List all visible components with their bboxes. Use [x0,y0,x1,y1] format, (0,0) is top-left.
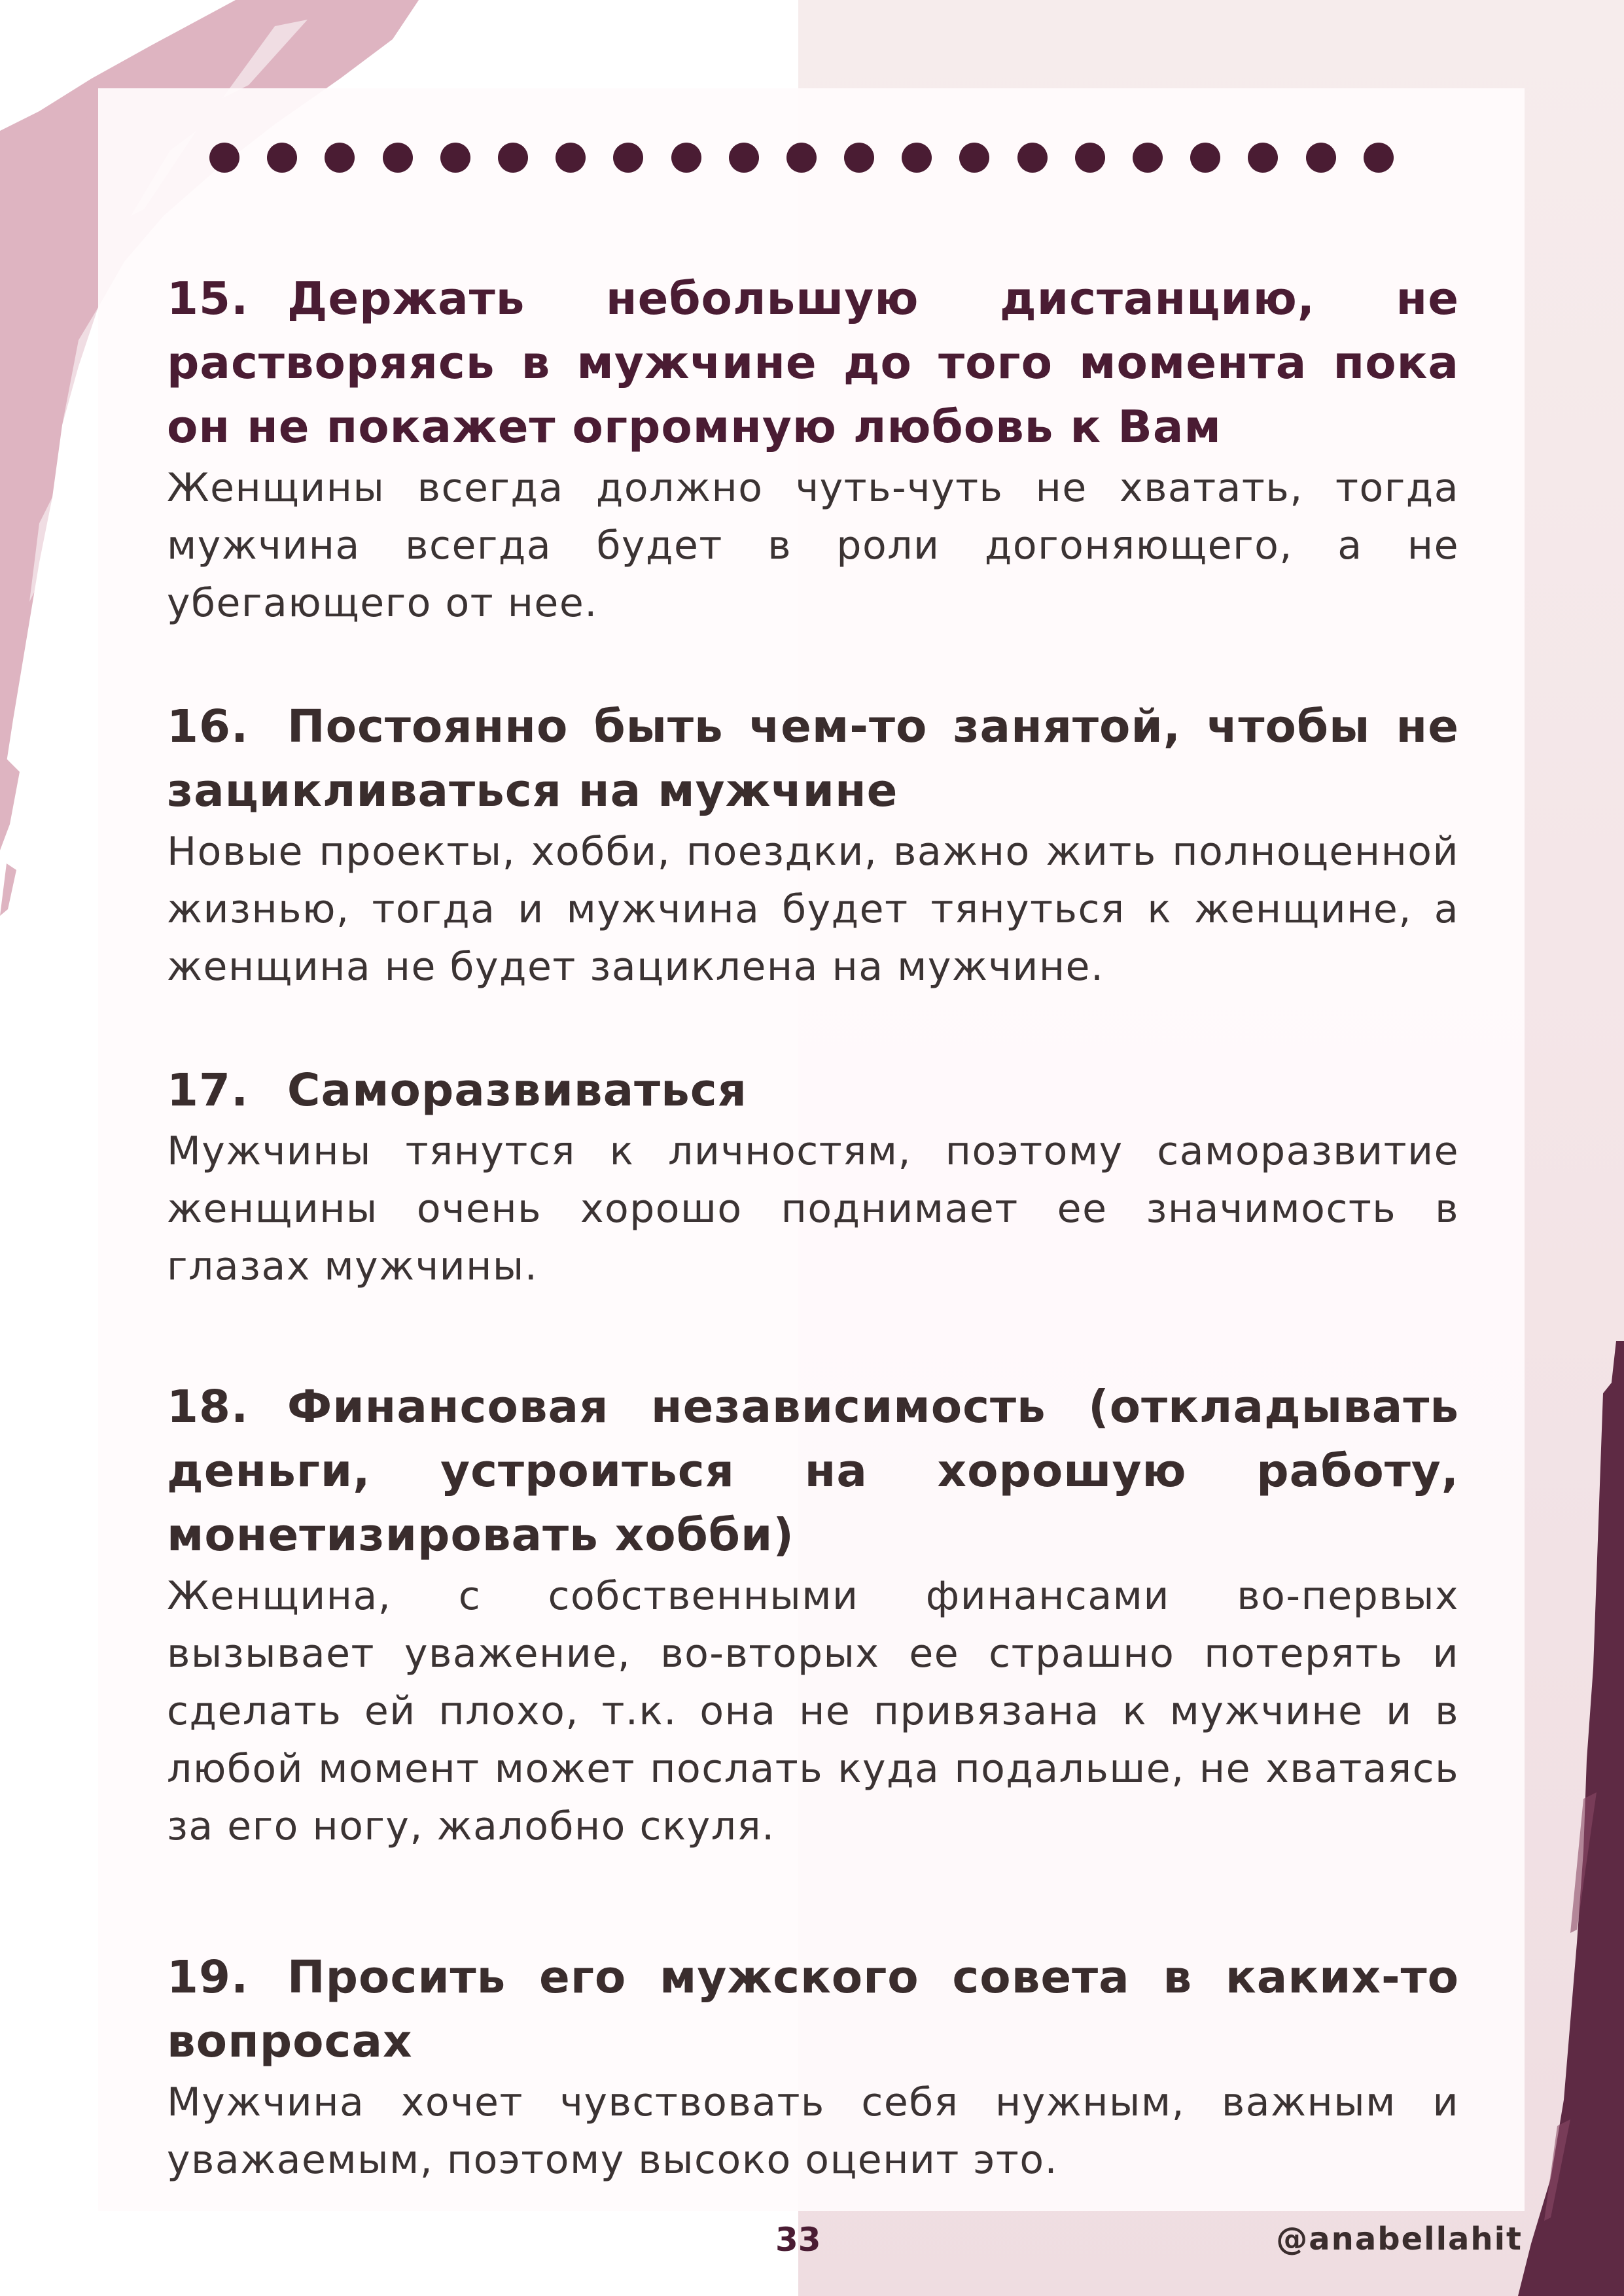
dot-ornament [1133,143,1163,173]
dot-ornament [902,143,932,173]
dot-ornament [613,143,643,173]
dot-ornament [440,143,470,173]
tip-number: 17. [167,1064,249,1117]
dot-ornament [671,143,701,173]
tips-list [167,267,1459,2189]
tip-body: Женщины всегда должно чуть-чуть не хватать, тогда мужчина всегда будет в роли догоняющего, а не убегающего от нее. [167,465,1459,626]
dot-ornament [267,143,297,173]
author-handle: @anabellahit [1276,2221,1523,2257]
dot-ornament [1190,143,1220,173]
dot-ornament [959,143,989,173]
dot-ornament [1364,143,1394,173]
dot-ornament [1306,143,1336,173]
dot-ornament [556,143,586,173]
tip-title: Саморазвиваться [287,1064,747,1117]
dot-ornament [786,143,817,173]
dot-ornament [209,143,239,173]
tip-body: Новые проекты, хобби, поездки, важно жить полноценной жизнью, тогда и мужчина будет тянуться к женщине, а женщина не будет зациклена на мужчине. [167,829,1459,990]
tip-heading [167,1058,1459,1122]
page-number: 33 [775,2221,821,2259]
dot-ornament [729,143,759,173]
dot-ornament [1075,143,1105,173]
tip-heading [167,695,1459,823]
tip-body: Мужчина хочет чувствовать себя нужным, важным и уважаемым, поэтому высоко оценит это. [167,2079,1459,2183]
tip-19 [167,1945,1459,2189]
tip-15 [167,267,1459,632]
tip-title: Держать небольшую дистанцию, не растворяясь в мужчине до того момента пока он не покажет огромную любовь к Вам [167,273,1459,453]
dot-ornament [498,143,528,173]
tip-number: 19. [167,1951,249,2004]
tip-number: 18. [167,1381,249,1433]
tip-17 [167,1058,1459,1295]
tip-title: Просить его мужского совета в каких-то вопросах [167,1951,1459,2068]
tip-title: Постоянно быть чем-то занятой, чтобы не зацикливаться на мужчине [167,701,1459,817]
tip-heading [167,1945,1459,2074]
dot-ornament [1248,143,1278,173]
tip-16 [167,695,1459,996]
tip-title: Финансовая независимость (откладывать деньги, устроиться на хорошую работу, монетизировать хобби) [167,1381,1459,1561]
tip-18 [167,1375,1459,1855]
tip-heading [167,267,1459,459]
tip-number: 15. [167,273,249,325]
tip-heading [167,1375,1459,1567]
tip-body: Мужчины тянутся к личностям, поэтому саморазвитие женщины очень хорошо поднимает ее значимость в глазах мужчины. [167,1128,1459,1289]
dot-ornament [325,143,355,173]
tip-body: Женщина, с собственными финансами во-первых вызывает уважение, во-вторых ее страшно потерять и сделать ей плохо, т.к. она не привязана к мужчине и в любой момент может послать куда подальше, не хватаясь за его ногу, жалобно скуля. [167,1573,1459,1849]
dot-ornament [844,143,874,173]
decorative-dot-row [209,143,1394,173]
tip-number: 16. [167,701,249,753]
dot-ornament [383,143,413,173]
dot-ornament [1017,143,1048,173]
